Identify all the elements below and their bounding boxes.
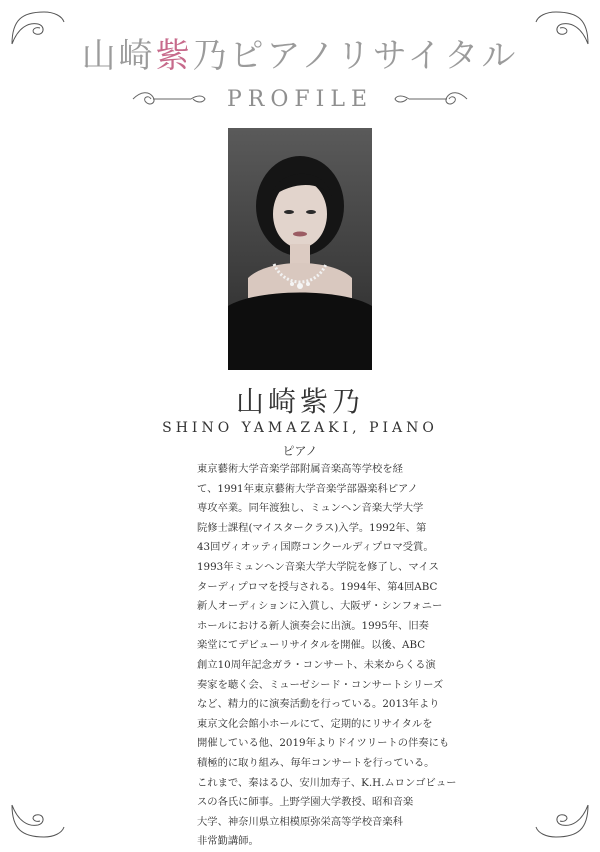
bio-line: 新人オーディションに入賞し、大阪ザ・シンフォニー (197, 600, 443, 613)
artist-role: ピアノ (282, 444, 318, 458)
bio-line: 非常勤講師。 (197, 835, 259, 848)
bio-line: 専攻卒業。同年渡独し、ミュンヘン音楽大学大学 (197, 502, 424, 515)
artist-portrait (228, 128, 372, 370)
bio-line: 東京藝術大学音楽学部附属音楽高等学校を経 (197, 463, 403, 475)
page-title (0, 28, 600, 77)
bio-line: 1993年ミュンヘン音楽大学大学院を修了し、マイス (197, 560, 439, 573)
bio-line: て、1991年東京藝術大学音楽学部器楽科ピアノ (197, 482, 418, 495)
biography (197, 460, 457, 852)
bio-line: 大学、神奈川県立相模原弥栄高等学校音楽科 (197, 815, 403, 828)
flourish-right-icon (389, 87, 469, 111)
artist-name-english: SHINO YAMAZAKI, PIANO (162, 420, 438, 436)
profile-heading (0, 84, 600, 114)
bio-line: 東京文化会館小ホールにて、定期的にリサイタルを (197, 717, 433, 730)
bio-line: 創立10周年記念ガラ・コンサート、未来からくる演 (197, 658, 436, 671)
bio-line: ホールにおける新人演奏会に出演。1995年、旧奏 (197, 619, 429, 632)
bio-line: 積極的に取り組み、毎年コンサートを行っている。 (197, 756, 435, 769)
bio-line: 開催している他、2019年よりドイツリートの伴奏にも (197, 737, 450, 750)
title-highlight: 紫 (155, 36, 193, 76)
bio-line: これまで、秦はるひ、安川加寿子、K.H.ムロンゴビュー (197, 776, 457, 789)
bio-line: 43回ヴィオッティ国際コンクールディプロマ受賞。 (197, 541, 434, 554)
corner-ornament-bottom-left (8, 801, 68, 841)
artist-name-japanese: 山崎紫乃 (235, 385, 364, 418)
corner-ornament-bottom-right (532, 801, 592, 841)
bio-line: 楽堂にてデビューリサイタルを開催。以後、ABC (197, 639, 426, 652)
flourish-left-icon (131, 87, 211, 111)
section-label: PROFILE (226, 86, 374, 112)
title-suffix: 乃ピアノリサイタル (192, 36, 519, 76)
bio-line: ターディプロマを授与される。1994年、第4回ABC (197, 580, 438, 593)
bio-line: など、精力的に演奏活動を行っている。2013年より (197, 698, 440, 711)
title-prefix: 山崎 (81, 36, 156, 76)
bio-line: 院修士課程(マイスタークラス)入学。1992年、第 (197, 521, 427, 534)
bio-line: スの各氏に師事。上野学園大学教授、昭和音楽 (197, 796, 414, 809)
bio-line: 奏家を聴く会、ミューゼシード・コンサートシリーズ (197, 678, 444, 691)
